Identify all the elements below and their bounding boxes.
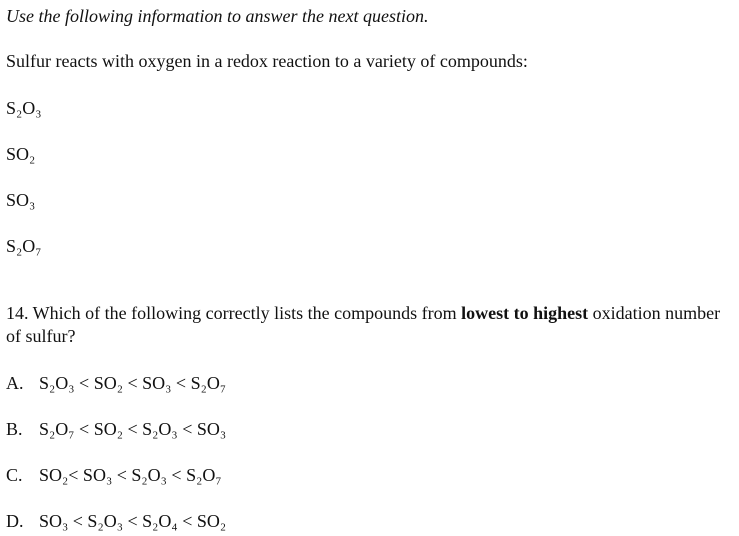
answer-option-a[interactable] xyxy=(6,372,226,394)
compound-item: S₂O₃ xyxy=(6,98,42,118)
compound-item: SO₂ xyxy=(6,144,36,164)
answer-option-d[interactable] xyxy=(6,510,226,532)
question-text xyxy=(6,302,734,348)
question-emphasis: lowest to highest xyxy=(461,303,589,323)
option-letter: B. xyxy=(6,419,23,439)
option-letter: A. xyxy=(6,373,24,393)
option-letter: D. xyxy=(6,511,24,531)
answer-option-b[interactable] xyxy=(6,418,226,440)
compound-item: S₂O₇ xyxy=(6,236,42,256)
option-letter: C. xyxy=(6,465,23,485)
question-lead: 14. Which of the following correctly lists the compounds from xyxy=(6,303,462,323)
option-text: SO₃ < S₂O₃ < S₂O₄ < SO₂ xyxy=(39,511,227,531)
answer-option-c[interactable] xyxy=(6,464,222,486)
instruction-text: Use the following information to answer the next question. xyxy=(6,6,429,26)
option-text: S₂O₃ < SO₂ < SO₃ < S₂O₇ xyxy=(39,373,227,393)
option-text: S₂O₇ < SO₂ < S₂O₃ < SO₃ xyxy=(39,419,227,439)
compound-item: SO₃ xyxy=(6,190,36,210)
question-tail: oxidation number of sulfur? xyxy=(6,303,721,346)
option-text: SO₂< SO₃ < S₂O₃ < S₂O₇ xyxy=(39,465,222,485)
intro-text: Sulfur reacts with oxygen in a redox reaction to a variety of compounds: xyxy=(6,51,528,71)
